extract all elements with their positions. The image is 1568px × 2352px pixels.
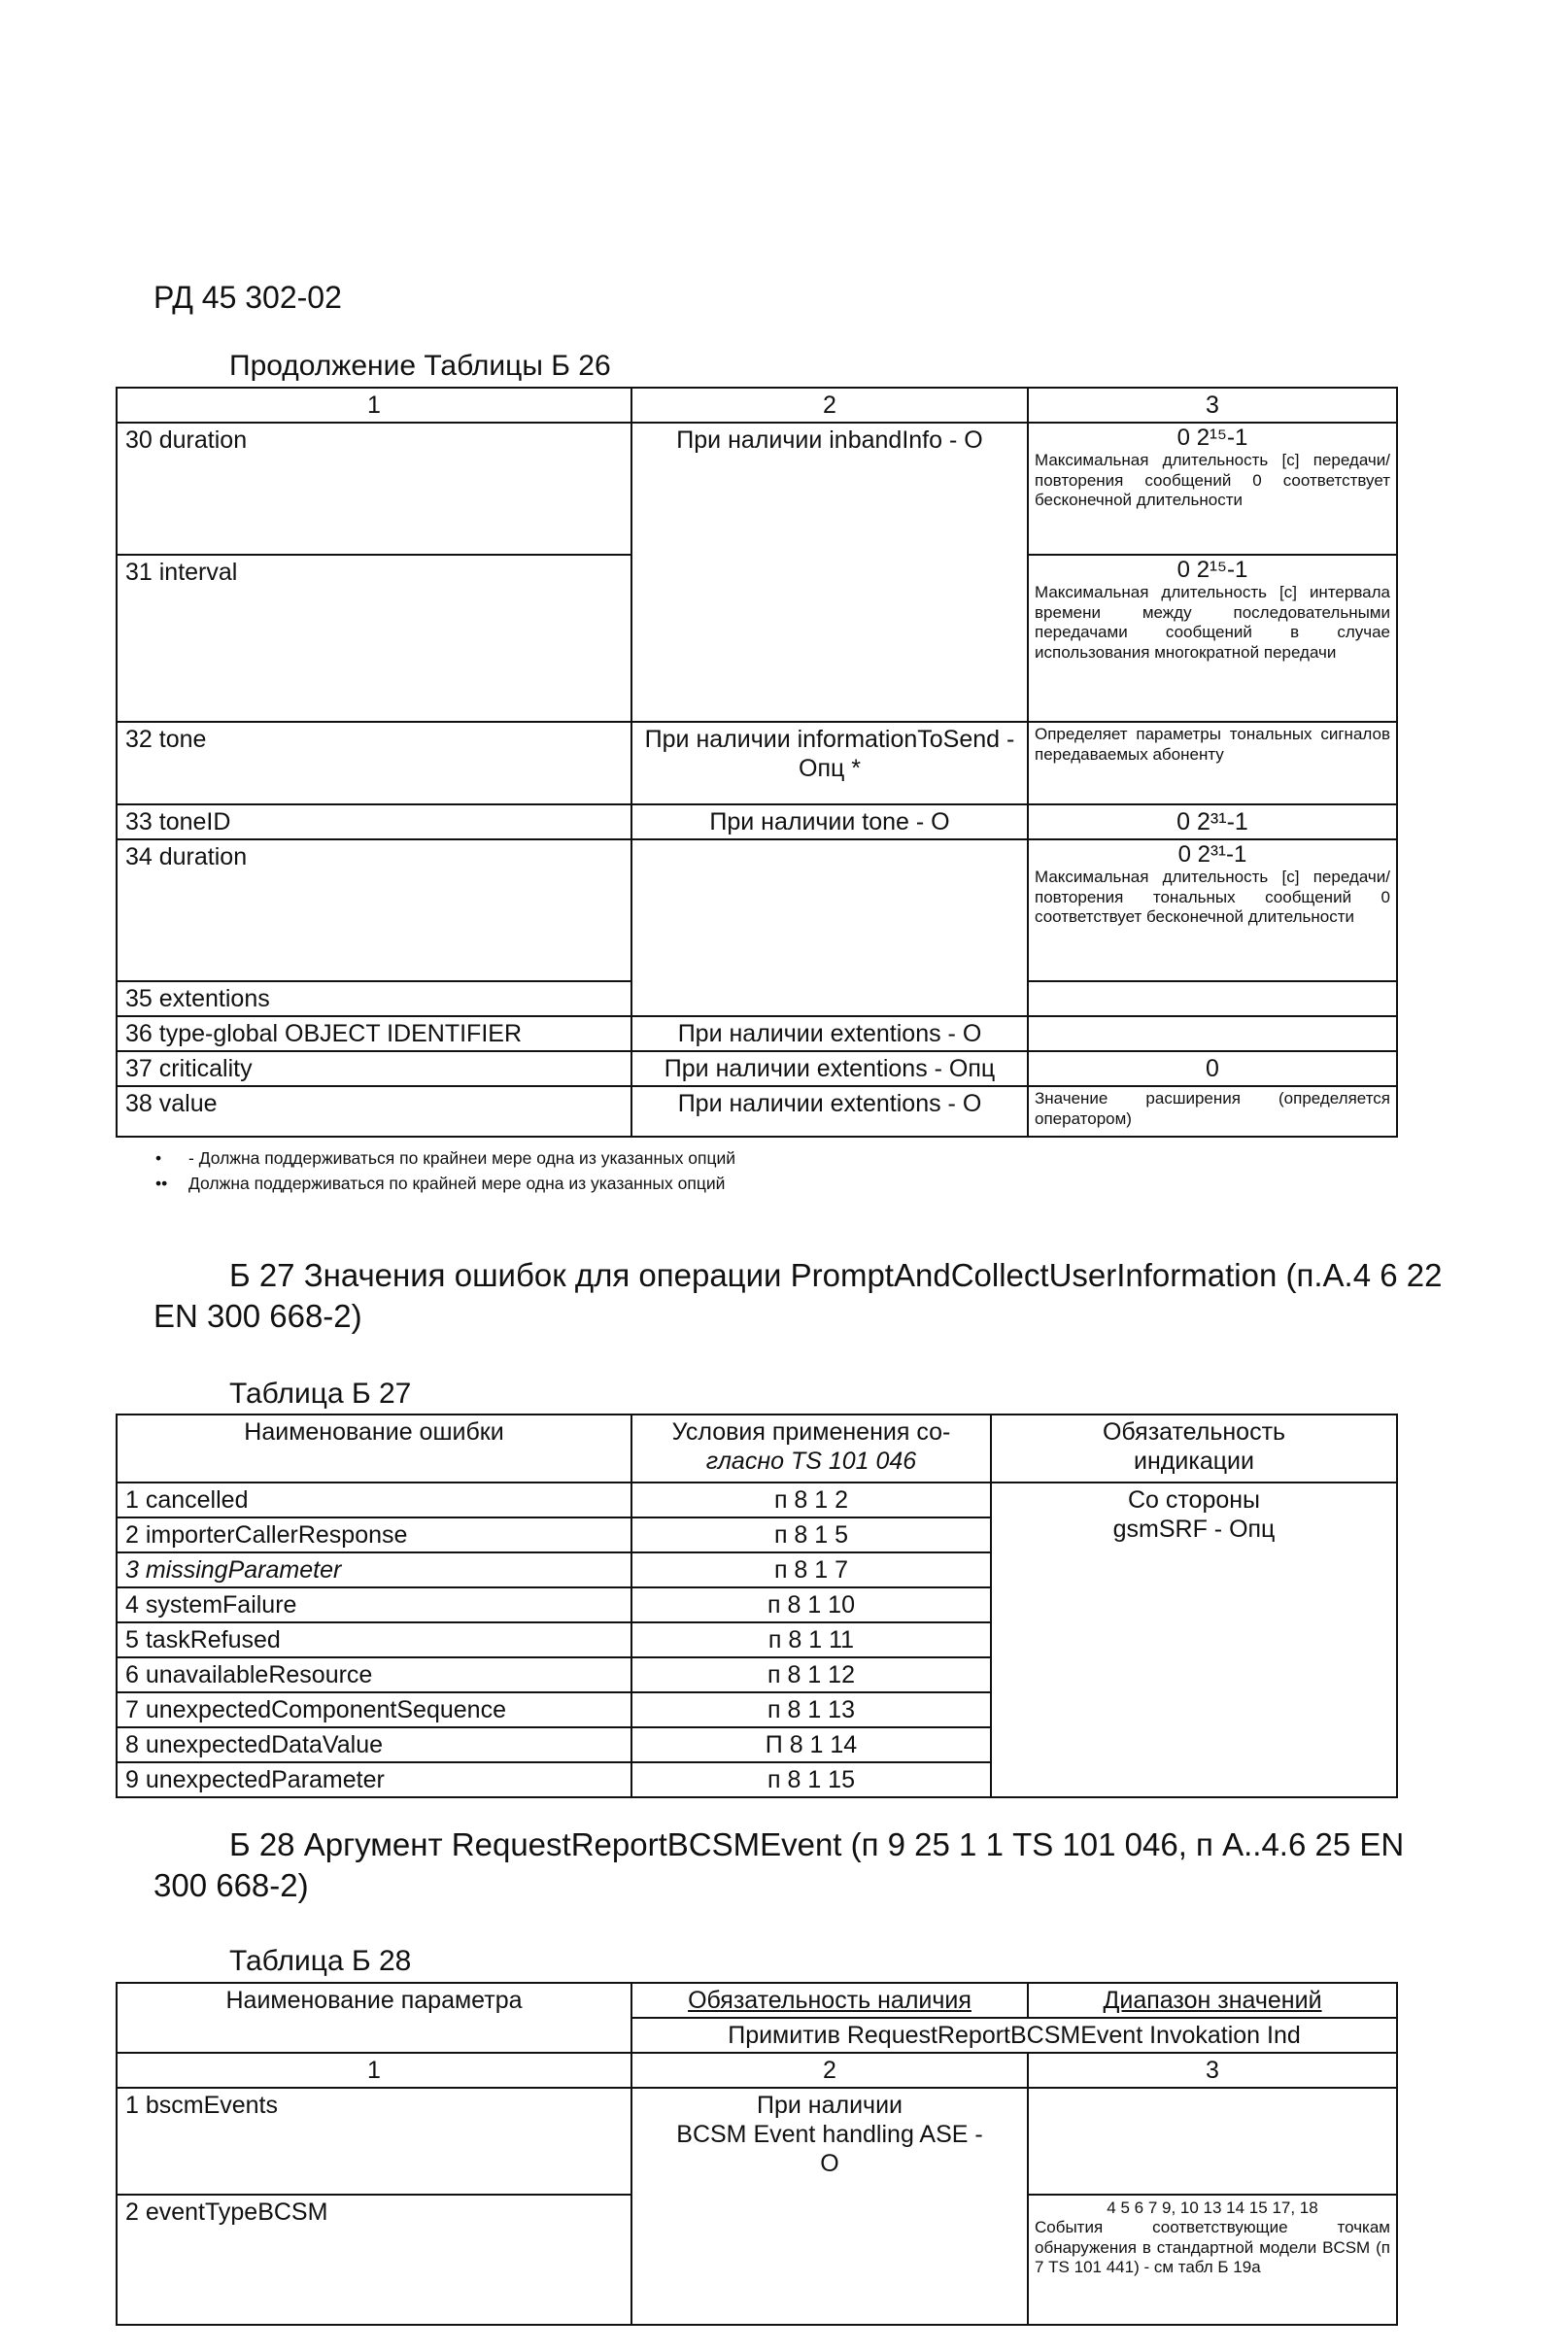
param-name: 2 eventTypeBCSM	[117, 2195, 631, 2325]
column-number: 3	[1028, 2053, 1397, 2088]
param-name: 38 value	[117, 1086, 631, 1137]
error-name: 8 unexpectedDataValue	[117, 1727, 631, 1762]
error-clause: п 8 1 5	[631, 1517, 991, 1552]
param-range	[1028, 981, 1397, 1016]
error-clause: П 8 1 14	[631, 1727, 991, 1762]
error-clause: п 8 1 7	[631, 1552, 991, 1587]
param-range: 0	[1028, 1051, 1397, 1086]
param-condition: При наличии informationToSend - Опц *	[631, 722, 1028, 804]
error-clause: п 8 1 2	[631, 1483, 991, 1517]
param-range	[1028, 2088, 1397, 2195]
param-name: 36 type-global OBJECT IDENTIFIER	[117, 1016, 631, 1051]
param-condition: При наличии tone - O	[631, 804, 1028, 839]
section-heading: Б 27 Значения ошибок для операции PromptAndCollectUserInformation (п.А.4 6 22	[229, 1257, 1443, 1293]
table-row	[117, 1051, 1397, 1086]
param-name: 35 extentions	[117, 981, 631, 1016]
section-heading: Б 28 Аргумент RequestReportBCSMEvent (п 9 25 1 1 TS 101 046, п А..4.6 25 EN	[229, 1826, 1405, 1862]
footnote: •• Должна поддерживаться по крайней мере одна из указанных опций	[155, 1174, 726, 1193]
table-b28	[116, 1982, 1398, 2326]
error-name: 5 taskRefused	[117, 1622, 631, 1657]
error-clause: п 8 1 13	[631, 1692, 991, 1727]
error-name: 4 systemFailure	[117, 1587, 631, 1622]
error-name: 7 unexpectedComponentSequence	[117, 1692, 631, 1727]
error-clause: п 8 1 10	[631, 1587, 991, 1622]
table-row	[117, 722, 1397, 804]
param-condition: При наличии BCSM Event handling ASE - O	[631, 2088, 1028, 2325]
table-row	[117, 1016, 1397, 1051]
error-name: 2 importerCallerResponse	[117, 1517, 631, 1552]
error-clause: п 8 1 11	[631, 1622, 991, 1657]
table-row	[117, 839, 1397, 981]
param-condition: При наличии extentions - O	[631, 1086, 1028, 1137]
param-condition: При наличии extentions - O	[631, 1016, 1028, 1051]
param-name: 37 criticality	[117, 1051, 631, 1086]
param-range: 0 2³¹-1	[1028, 804, 1397, 839]
param-name: 30 duration	[117, 423, 631, 555]
header-condition: Условия применения со- гласно TS 101 046	[631, 1415, 991, 1483]
param-range	[1028, 1016, 1397, 1051]
column-number: 1	[117, 388, 631, 423]
table-row	[117, 804, 1397, 839]
error-name: 6 unavailableResource	[117, 1657, 631, 1692]
table26-caption: Продолжение Таблицы Б 26	[229, 350, 611, 382]
section-heading: EN 300 668-2)	[153, 1298, 362, 1334]
table-row	[117, 423, 1397, 555]
param-range: 0 2³¹-1 Максимальная длительность [с] передачи/повторения тональных сообщений 0 соответствует бесконечной длительности	[1028, 839, 1397, 981]
param-range: 0 2¹⁵-1 Максимальная длительность [с] передачи/повторения сообщений 0 соответствует бесконечной длительности	[1028, 423, 1397, 555]
param-range: 4 5 6 7 9, 10 13 14 15 17, 18 События соответствующие точкам обнаружения в стандартной модели BCSM (п 7 TS 101 441) - см табл Б 19а	[1028, 2195, 1397, 2325]
header-obligation: Обязательность индикации	[991, 1415, 1397, 1483]
param-name: 1 bscmEvents	[117, 2088, 631, 2195]
table-row	[117, 2088, 1397, 2195]
param-range: Определяет параметры тональных сигналов передаваемых абоненту	[1028, 722, 1397, 804]
section-heading: 300 668-2)	[153, 1867, 309, 1903]
param-name: 33 toneID	[117, 804, 631, 839]
table27-caption: Таблица Б 27	[229, 1378, 412, 1410]
header-obligation: Обязательность наличия	[631, 1983, 1028, 2018]
param-condition: При наличии extentions - Опц	[631, 1051, 1028, 1086]
error-name: 9 unexpectedParameter	[117, 1762, 631, 1797]
column-number: 1	[117, 2053, 631, 2088]
obligation-value: Со стороны gsmSRF - Опц	[991, 1483, 1397, 1797]
error-name: 1 cancelled	[117, 1483, 631, 1517]
column-number: 3	[1028, 388, 1397, 423]
header-name: Наименование параметра	[117, 1983, 631, 2053]
error-name: 3 missingParameter	[117, 1552, 631, 1587]
param-name: 34 duration	[117, 839, 631, 981]
table-row	[117, 1086, 1397, 1137]
param-name: 31 interval	[117, 555, 631, 722]
column-number: 2	[631, 2053, 1028, 2088]
error-clause: п 8 1 15	[631, 1762, 991, 1797]
table-b27	[116, 1414, 1398, 1798]
header-range: Диапазон значений	[1028, 1983, 1397, 2018]
param-condition: При наличии inbandInfo - O	[631, 423, 1028, 722]
error-clause: п 8 1 12	[631, 1657, 991, 1692]
param-condition	[631, 839, 1028, 1016]
column-number: 2	[631, 388, 1028, 423]
param-range: Значение расширения (определяется оператором)	[1028, 1086, 1397, 1137]
footnote: • - Должна поддерживаться по крайнеи мере одна из указанных опций	[155, 1148, 736, 1168]
table-row	[117, 1483, 1397, 1517]
table-b26	[116, 387, 1398, 1138]
primitive-header: Примитив RequestReportBCSMEvent Invokation Ind	[631, 2018, 1397, 2053]
param-range: 0 2¹⁵-1 Максимальная длительность [с] интервала времени между последовательными передачами сообщений в случае использования многократной передачи	[1028, 555, 1397, 722]
param-name: 32 tone	[117, 722, 631, 804]
table28-caption: Таблица Б 28	[229, 1945, 412, 1977]
document-code: РД 45 302-02	[153, 280, 342, 315]
header-name: Наименование ошибки	[117, 1415, 631, 1483]
